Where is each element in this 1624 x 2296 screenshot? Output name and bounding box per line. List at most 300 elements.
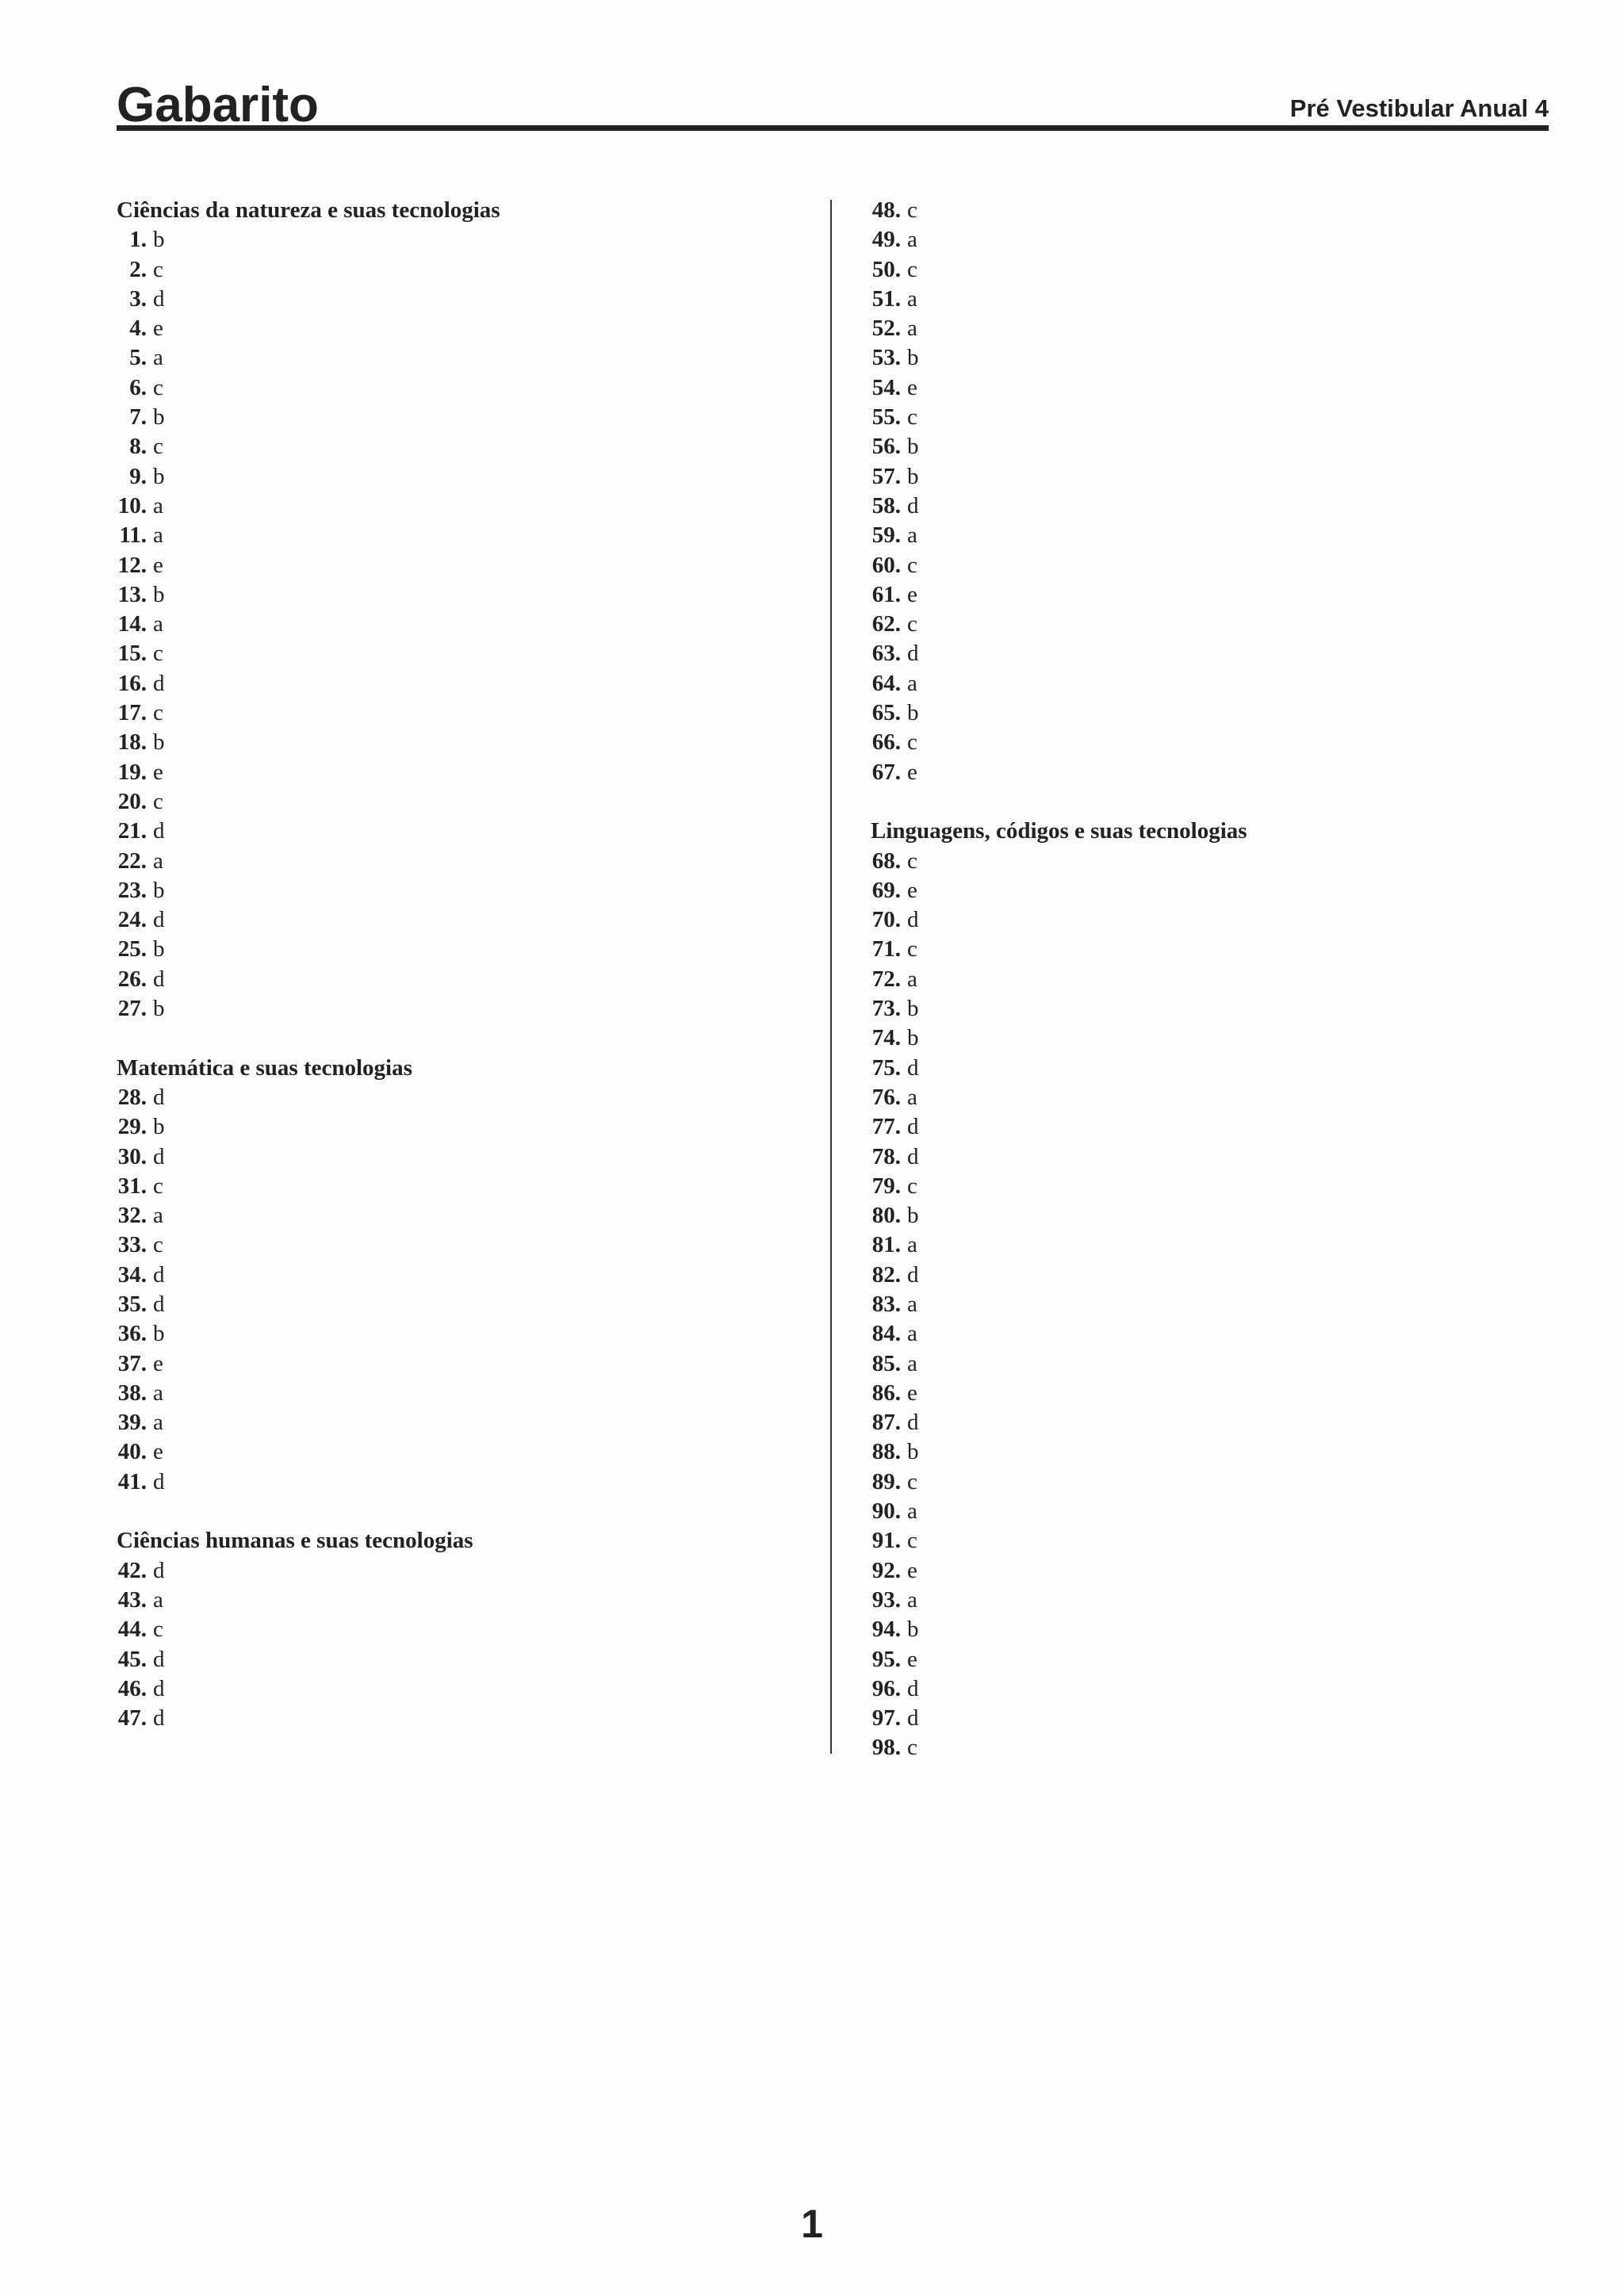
question-number: 38. [117,1380,147,1406]
answer-item [117,758,814,787]
answer-item [117,935,814,964]
question-number: 19. [117,759,147,785]
answer-item [871,1615,1521,1644]
question-number: 54. [871,374,901,400]
answer-column-left [117,196,814,1733]
answer-item [871,1586,1521,1615]
answer-item [871,876,1521,905]
answer-item [117,1142,814,1172]
question-number: 82. [871,1261,901,1288]
answer-letter: d [907,641,919,667]
question-number: 45. [117,1646,147,1672]
answer-letter: c [153,1173,163,1199]
answer-item [871,1674,1521,1704]
answer-item [871,1556,1521,1586]
answer-letter: c [907,729,917,756]
answer-item [117,1615,814,1644]
question-number: 60. [871,552,901,578]
answer-letter: c [907,1468,917,1494]
answer-letter: d [907,1114,919,1140]
answer-item [117,905,814,935]
answer-letter: e [153,759,163,785]
question-number: 4. [129,316,147,342]
answer-letter: c [907,936,917,962]
question-number: 39. [117,1410,147,1436]
answer-item [871,905,1521,935]
answer-item [117,1261,814,1290]
question-number: 43. [117,1586,147,1613]
question-number: 36. [117,1321,147,1347]
answer-letter: e [907,1380,917,1406]
answer-item [871,285,1521,314]
answer-item [117,965,814,994]
answer-item [117,1379,814,1408]
answer-letter: b [153,729,165,756]
question-number: 6. [129,374,147,400]
question-number: 92. [871,1557,901,1583]
question-number: 58. [871,492,901,519]
answer-item [117,255,814,285]
answer-item [871,935,1521,964]
answer-item [117,225,814,254]
question-number: 85. [871,1350,901,1376]
answer-item [871,847,1521,876]
section-title: Ciências humanas e suas tecnologias [117,1528,473,1554]
section-title: Matemática e suas tecnologias [117,1054,412,1081]
answer-letter: a [153,1410,163,1436]
answer-letter: b [907,1439,919,1465]
answer-item [117,314,814,343]
question-number: 59. [871,522,901,549]
question-number: 41. [117,1468,147,1494]
answer-letter: a [907,1084,917,1110]
question-number: 12. [117,552,147,578]
answer-item [117,787,814,817]
question-number: 35. [117,1291,147,1317]
answer-letter: e [153,1350,163,1376]
answer-item [871,758,1521,787]
answer-letter: d [153,1261,165,1288]
answer-item [117,373,814,403]
section-title: Ciências da natureza e suas tecnologias [117,197,500,223]
answer-letter: e [153,552,163,578]
answer-item [117,817,814,846]
answer-item [117,1112,814,1142]
answer-item [871,1261,1521,1290]
question-number: 87. [871,1410,901,1436]
question-number: 80. [871,1203,901,1229]
answer-item [871,314,1521,343]
page-subtitle: Pré Vestibular Anual 4 [1289,94,1549,122]
question-number: 96. [871,1675,901,1701]
question-number: 18. [117,729,147,756]
question-number: 65. [871,700,901,726]
answer-letter: c [153,1617,163,1643]
question-number: 57. [871,463,901,489]
answer-item [871,551,1521,580]
answer-item [871,1319,1521,1349]
answer-item [117,580,814,610]
question-number: 5. [129,345,147,371]
page-number: 1 [801,2202,823,2246]
answer-item [871,1142,1521,1172]
answer-letter: b [907,434,919,460]
question-number: 15. [117,641,147,667]
answer-item [871,994,1521,1024]
page-header [117,70,1549,131]
answer-letter: e [907,581,917,607]
question-number: 69. [871,877,901,903]
answer-item [117,1437,814,1467]
answer-letter: b [907,463,919,489]
answer-letter: a [907,285,917,312]
answer-letter: e [907,1646,917,1672]
answer-item [871,580,1521,610]
answer-letter: d [907,1705,919,1732]
answer-letter: d [907,1410,919,1436]
answer-letter: e [907,374,917,400]
answer-item [117,403,814,432]
answer-item [117,521,814,550]
answer-item [871,196,1521,225]
question-number: 73. [871,996,901,1022]
answer-letter: a [907,1586,917,1613]
answer-letter: b [153,404,165,430]
answer-letter: d [907,1143,919,1169]
question-number: 2. [129,256,147,282]
answer-letter: c [907,1735,917,1761]
section-spacer [117,1497,814,1526]
answer-item [871,255,1521,285]
question-number: 22. [117,848,147,874]
question-number: 76. [871,1084,901,1110]
question-number: 32. [117,1203,147,1229]
answer-letter: b [153,1114,165,1140]
answer-item [871,1349,1521,1379]
answer-item [871,965,1521,994]
question-number: 61. [871,581,901,607]
answer-letter: a [153,492,163,519]
answer-letter: d [153,1557,165,1583]
answer-letter: c [907,611,917,637]
section-title: Linguagens, códigos e suas tecnologias [871,818,1247,844]
answer-letter: b [153,936,165,962]
answer-letter: c [907,1528,917,1554]
answer-letter: b [153,877,165,903]
question-number: 11. [119,522,147,549]
answer-letter: d [153,907,165,933]
section-spacer [117,1024,814,1053]
answer-letter: d [907,1675,919,1701]
question-number: 46. [117,1675,147,1701]
answer-item [871,403,1521,432]
answer-letter: b [907,996,919,1022]
answer-letter: b [907,1617,919,1643]
question-number: 67. [871,759,901,785]
question-number: 51. [871,285,901,312]
answer-letter: a [907,1350,917,1376]
answer-letter: d [153,1143,165,1169]
question-number: 64. [871,670,901,696]
question-number: 68. [871,848,901,874]
answer-item [871,1526,1521,1556]
answer-letter: e [907,877,917,903]
answer-item [871,1230,1521,1260]
answer-letter: c [907,1173,917,1199]
answer-item [871,432,1521,461]
answer-item [117,551,814,580]
answer-letter: d [153,1084,165,1110]
question-number: 89. [871,1468,901,1494]
answer-letter: a [907,1321,917,1347]
answer-item [871,1468,1521,1497]
question-number: 52. [871,316,901,342]
question-number: 1. [129,227,147,253]
answer-letter: a [153,1203,163,1229]
question-number: 20. [117,788,147,814]
question-number: 40. [117,1439,147,1465]
answer-letter: e [153,316,163,342]
answer-letter: b [907,1025,919,1051]
answer-letter: a [907,1498,917,1525]
question-number: 78. [871,1143,901,1169]
answer-item [117,1201,814,1230]
answer-letter: c [907,404,917,430]
answer-item [871,343,1521,373]
question-number: 50. [871,256,901,282]
answer-item [117,1230,814,1260]
answer-item [117,1319,814,1349]
answer-item [117,994,814,1024]
answer-item [871,1497,1521,1526]
column-divider [830,200,832,1754]
answer-item [117,698,814,728]
question-number: 84. [871,1321,901,1347]
answer-item [871,1645,1521,1674]
question-number: 21. [117,818,147,844]
answer-letter: d [153,818,165,844]
question-number: 27. [117,996,147,1022]
answer-letter: b [153,1321,165,1347]
answer-letter: a [907,522,917,549]
answer-letter: a [907,316,917,342]
answer-item [871,373,1521,403]
answer-item [117,1674,814,1704]
answer-item [871,1733,1521,1762]
answer-item [117,847,814,876]
question-number: 56. [871,434,901,460]
question-number: 37. [117,1350,147,1376]
answer-letter: d [153,285,165,312]
answer-letter: a [153,1380,163,1406]
question-number: 90. [871,1498,901,1525]
answer-letter: d [907,492,919,519]
answer-item [871,610,1521,639]
answer-letter: b [153,227,165,253]
question-number: 3. [129,285,147,312]
answer-item [871,1704,1521,1733]
answer-letter: a [153,848,163,874]
answer-letter: d [153,1675,165,1701]
answer-item [117,639,814,668]
answer-item [117,1408,814,1437]
question-number: 48. [871,197,901,223]
answer-item [871,1408,1521,1437]
question-number: 26. [117,966,147,992]
answer-item [871,1201,1521,1230]
question-number: 79. [871,1173,901,1199]
answer-letter: a [907,227,917,253]
answer-item [871,1083,1521,1112]
question-number: 28. [117,1084,147,1110]
question-number: 33. [117,1232,147,1258]
answer-letter: b [907,345,919,371]
question-number: 7. [129,404,147,430]
question-number: 77. [871,1114,901,1140]
question-number: 9. [129,463,147,489]
answer-item [117,1468,814,1497]
answer-letter: a [153,1586,163,1613]
answer-letter: d [907,907,919,933]
answer-column-right [871,196,1521,1763]
answer-item [117,285,814,314]
question-number: 29. [117,1114,147,1140]
answer-letter: a [153,611,163,637]
question-number: 8. [129,434,147,460]
answer-letter: d [907,1261,919,1288]
answer-item [117,1704,814,1733]
answer-item [117,432,814,461]
answer-letter: c [153,434,163,460]
answer-item [871,225,1521,254]
question-number: 62. [871,611,901,637]
answer-item [117,728,814,757]
answer-letter: e [153,1439,163,1465]
answer-letter: c [907,552,917,578]
question-number: 81. [871,1232,901,1258]
question-number: 88. [871,1439,901,1465]
question-number: 72. [871,966,901,992]
answer-item [117,1586,814,1615]
question-number: 74. [871,1025,901,1051]
question-number: 23. [117,877,147,903]
answer-item [871,1054,1521,1083]
question-number: 44. [117,1617,147,1643]
answer-letter: e [907,759,917,785]
answer-letter: c [907,197,917,223]
question-number: 66. [871,729,901,756]
answer-letter: a [907,966,917,992]
answer-item [871,1379,1521,1408]
question-number: 75. [871,1054,901,1081]
answer-item [117,1172,814,1201]
answer-letter: c [153,1232,163,1258]
question-number: 91. [871,1528,901,1554]
answer-item [871,462,1521,492]
answer-item [117,669,814,698]
answer-item [871,1172,1521,1201]
answer-letter: c [907,256,917,282]
question-number: 71. [871,936,901,962]
question-number: 31. [117,1173,147,1199]
answer-letter: d [153,1705,165,1732]
question-number: 97. [871,1705,901,1732]
question-number: 42. [117,1557,147,1583]
question-number: 55. [871,404,901,430]
answer-item [117,1645,814,1674]
answer-letter: c [153,256,163,282]
question-number: 47. [117,1705,147,1732]
answer-item [871,639,1521,668]
answer-letter: a [907,1291,917,1317]
question-number: 13. [117,581,147,607]
question-number: 83. [871,1291,901,1317]
answer-letter: c [153,788,163,814]
question-number: 24. [117,907,147,933]
answer-letter: c [907,848,917,874]
answer-item [117,1083,814,1112]
answer-letter: a [907,670,917,696]
answer-item [117,462,814,492]
answer-letter: b [907,700,919,726]
question-number: 95. [871,1646,901,1672]
answer-letter: e [907,1557,917,1583]
section-spacer [871,787,1521,817]
question-number: 94. [871,1617,901,1643]
answer-letter: b [153,581,165,607]
question-number: 49. [871,227,901,253]
question-number: 17. [117,700,147,726]
answer-letter: a [153,522,163,549]
answer-letter: d [153,1291,165,1317]
question-number: 63. [871,641,901,667]
question-number: 30. [117,1143,147,1169]
answer-letter: d [153,670,165,696]
answer-item [117,876,814,905]
answer-item [871,521,1521,550]
answer-letter: d [907,1054,919,1081]
answer-letter: d [153,1646,165,1672]
question-number: 14. [117,611,147,637]
answer-letter: c [153,700,163,726]
answer-item [117,1290,814,1319]
answer-item [871,1290,1521,1319]
answer-item [117,610,814,639]
answer-item [871,1437,1521,1467]
question-number: 25. [117,936,147,962]
answer-item [117,343,814,373]
answer-letter: b [153,996,165,1022]
answer-item [117,1556,814,1586]
question-number: 98. [871,1735,901,1761]
answer-letter: c [153,374,163,400]
answer-letter: b [907,1203,919,1229]
question-number: 16. [117,670,147,696]
answer-letter: c [153,641,163,667]
answer-letter: b [153,463,165,489]
question-number: 86. [871,1380,901,1406]
answer-letter: d [153,966,165,992]
answer-item [117,492,814,521]
answer-item [871,669,1521,698]
answer-item [871,1024,1521,1053]
question-number: 53. [871,345,901,371]
question-number: 70. [871,907,901,933]
answer-letter: a [907,1232,917,1258]
question-number: 10. [117,492,147,519]
question-number: 93. [871,1586,901,1613]
answer-item [871,1112,1521,1142]
